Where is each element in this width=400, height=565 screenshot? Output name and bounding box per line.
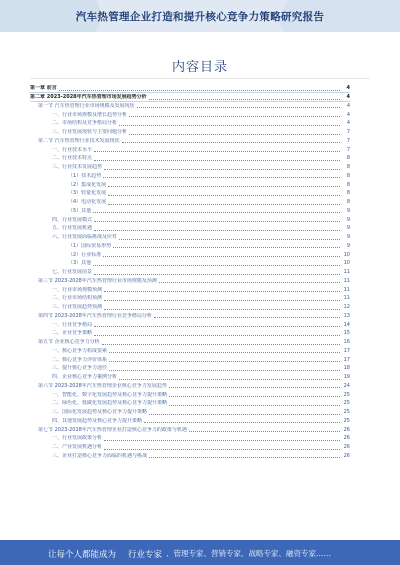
toc-page-number: 26: [343, 444, 350, 451]
toc-leader-dots: [94, 151, 340, 152]
toc-entry[interactable]: [30, 242, 350, 251]
toc-page-number: 9: [346, 234, 350, 241]
toc-page-number: 9: [346, 225, 350, 232]
toc-leader-dots: [149, 457, 340, 458]
toc-entry-text: 三、企业打造核心竞争力面临的机遇与挑战: [52, 452, 148, 459]
toc-entry[interactable]: [30, 84, 350, 93]
toc-page-number: 25: [343, 400, 350, 407]
toc-page-number: 26: [343, 426, 350, 433]
toc-entry-text: （5）其他: [68, 207, 92, 214]
toc-page-number: 4: [346, 85, 350, 92]
toc-entry-text: 第一章 前言: [30, 85, 57, 92]
toc-page-number: 25: [343, 391, 350, 398]
toc-leader-dots: [119, 379, 340, 380]
toc-page-number: 10: [343, 251, 350, 258]
toc-leader-dots: [169, 396, 340, 397]
toc-leader-dots: [129, 134, 340, 135]
toc-page-number: 11: [343, 286, 350, 293]
toc-leader-dots: [104, 440, 340, 441]
toc-leader-dots: [108, 186, 340, 187]
toc-page-number: 9: [346, 207, 350, 214]
toc-leader-dots: [94, 274, 340, 275]
toc-entry-text: 二、绿色化、低碳化发展趋势及核心竞争力提升策略: [52, 400, 168, 407]
toc-entry[interactable]: [30, 390, 350, 399]
toc-page-number: 11: [343, 295, 350, 302]
toc-entry-text: 三、行业技术发展趋势: [52, 164, 103, 171]
footer-slogan-right: 、管理专家、营销专家、战略专家、融资专家……: [166, 549, 331, 558]
toc-entry-text: 二、行业市场结构预测: [52, 295, 103, 302]
toc-page-number: 17: [343, 356, 350, 363]
toc-entry[interactable]: [30, 233, 350, 242]
toc-page-number: 4: [346, 94, 350, 101]
toc-page-number: 11: [343, 277, 350, 284]
toc-leader-dots: [104, 300, 340, 301]
toc-entry[interactable]: [30, 102, 350, 111]
toc-entry[interactable]: [30, 137, 350, 146]
toc-leader-dots: [119, 239, 340, 240]
toc-entry-text: 二、产业发展机遇分析: [52, 444, 103, 451]
toc-leader-dots: [108, 195, 340, 196]
toc-page-number: 9: [346, 242, 350, 249]
toc-leader-dots: [104, 291, 340, 292]
toc-leader-dots: [122, 142, 340, 143]
toc-entry[interactable]: [30, 364, 350, 373]
page-header: [0, 0, 400, 32]
toc-entry[interactable]: [30, 434, 350, 443]
toc-entry-text: 第一节 汽车热管理行业市场规模及发展现状: [38, 102, 135, 109]
toc-entry-text: 七、行业发展前景: [52, 269, 93, 276]
toc-leader-dots: [94, 326, 340, 327]
toc-page-number: 9: [346, 216, 350, 223]
toc-leader-dots: [189, 431, 340, 432]
toc-entry-text: 二、行业技术特点: [52, 155, 93, 162]
toc-entry[interactable]: [30, 207, 350, 216]
toc-leader-dots: [104, 169, 340, 170]
toc-page-number: 13: [343, 312, 350, 319]
toc-page-number: 4: [346, 111, 350, 118]
page-footer: [0, 540, 400, 565]
toc-leader-dots: [104, 449, 340, 450]
toc-page-number: 15: [343, 330, 350, 337]
toc-entry[interactable]: [30, 180, 350, 189]
toc-entry[interactable]: [30, 119, 350, 128]
toc-leader-dots: [154, 317, 340, 318]
toc-page-number: 17: [343, 347, 350, 354]
toc-entry[interactable]: [30, 268, 350, 277]
toc-page-number: 8: [346, 172, 350, 179]
toc-entry[interactable]: [30, 285, 350, 294]
table-of-contents: [30, 84, 350, 460]
toc-heading: 内容目录: [171, 60, 228, 75]
toc-entry-text: （2）集成化发展: [68, 181, 107, 188]
toc-page-number: 11: [343, 269, 350, 276]
toc-entry[interactable]: [30, 163, 350, 172]
toc-entry-text: 二、核心竞争力评价体系: [52, 356, 108, 363]
toc-leader-dots: [159, 282, 340, 283]
toc-page-number: 26: [343, 452, 350, 459]
toc-page-number: 14: [343, 321, 350, 328]
toc-entry[interactable]: [30, 128, 350, 137]
toc-leader-dots: [103, 256, 340, 257]
toc-page-number: 24: [343, 382, 350, 389]
footer-slogan-highlight: 行业专家: [128, 550, 163, 560]
toc-page-number: 12: [343, 304, 350, 311]
toc-entry-text: 三、提升核心竞争力途径: [52, 365, 108, 372]
toc-leader-dots: [149, 414, 340, 415]
toc-page-number: 8: [346, 164, 350, 171]
toc-entry-text: （1）国际贸易形势: [68, 242, 112, 249]
toc-entry-text: 三、国际化发展趋势及核心竞争力提升策略: [52, 409, 148, 416]
toc-entry-text: 四、行业发展模式: [52, 216, 93, 223]
toc-leader-dots: [103, 177, 340, 178]
toc-page-number: 7: [346, 146, 350, 153]
toc-leader-dots: [119, 125, 340, 126]
toc-entry-text: 第五节 企业核心竞争力分析: [38, 339, 100, 346]
toc-leader-dots: [59, 90, 340, 91]
toc-entry-text: 二、市场结构及竞争格局分析: [52, 120, 118, 127]
toc-entry-text: 第二节 汽车热管理行业技术发展现状: [38, 137, 120, 144]
report-title: 汽车热管理企业打造和提升核心竞争力策略研究报告: [75, 11, 325, 23]
toc-entry[interactable]: [30, 294, 350, 303]
toc-entry-text: 第三节 2023-2028年汽车热管理行业市场规模及预测: [38, 277, 157, 284]
toc-page-number: 7: [346, 137, 350, 144]
toc-leader-dots: [113, 247, 340, 248]
toc-entry[interactable]: [30, 320, 350, 329]
toc-entry[interactable]: [30, 382, 350, 391]
toc-entry-text: （1）技术趋势: [68, 172, 102, 179]
toc-entry-text: （3）轻量化发展: [68, 190, 107, 197]
toc-leader-dots: [93, 212, 340, 213]
toc-entry-text: 五、行业发展机遇: [52, 225, 93, 232]
toc-entry[interactable]: [30, 417, 350, 426]
toc-leader-dots: [93, 265, 340, 266]
toc-page-number: 4: [346, 120, 350, 127]
toc-entry[interactable]: [30, 312, 350, 321]
toc-entry[interactable]: [30, 399, 350, 408]
toc-entry[interactable]: [30, 329, 350, 338]
toc-entry-text: 三、行业发展趋势预测: [52, 304, 103, 311]
toc-entry[interactable]: [30, 250, 350, 259]
footer-slogan-left: 让每个人都能成为: [48, 550, 117, 560]
toc-page-number: 10: [343, 260, 350, 267]
toc-entry-text: 一、行业技术水平: [52, 146, 93, 153]
toc-entry[interactable]: [30, 110, 350, 119]
toc-entry[interactable]: [30, 259, 350, 268]
toc-entry-text: 第六节 2023-2028年汽车热管理企业核心竞争力发展趋势: [38, 382, 167, 389]
toc-page-number: 19: [343, 374, 350, 381]
toc-entry-text: 一、智能化、数字化发展趋势及核心竞争力提升策略: [52, 391, 168, 398]
toc-page-number: 18: [343, 365, 350, 372]
toc-page-number: 25: [343, 417, 350, 424]
toc-entry[interactable]: [30, 303, 350, 312]
toc-entry[interactable]: [30, 338, 350, 347]
toc-entry[interactable]: [30, 93, 350, 102]
toc-leader-dots: [104, 309, 340, 310]
toc-leader-dots: [129, 116, 340, 117]
toc-entry[interactable]: [30, 145, 350, 154]
toc-entry[interactable]: [30, 452, 350, 461]
toc-entry[interactable]: [30, 425, 350, 434]
toc-page-number: 16: [343, 339, 350, 346]
toc-page-number: 8: [346, 155, 350, 162]
toc-entry[interactable]: [30, 355, 350, 364]
toc-entry[interactable]: [30, 408, 350, 417]
toc-entry[interactable]: [30, 277, 350, 286]
toc-entry[interactable]: [30, 224, 350, 233]
toc-entry-text: 一、行业竞争格局: [52, 321, 93, 328]
toc-entry-text: 四、其他发展趋势及核心竞争力提升策略: [52, 417, 143, 424]
toc-page-number: 25: [343, 409, 350, 416]
toc-leader-dots: [94, 160, 340, 161]
toc-entry[interactable]: [30, 172, 350, 181]
toc-page-number: 8: [346, 190, 350, 197]
toc-entry-text: （4）电动化发展: [68, 199, 107, 206]
toc-entry-text: （3）其他: [68, 260, 92, 267]
toc-entry-text: 一、核心竞争力构成要素: [52, 347, 108, 354]
toc-entry-text: 一、行业市场规模及增长趋势分析: [52, 111, 128, 118]
toc-leader-dots: [144, 422, 340, 423]
toc-page-number: 8: [346, 181, 350, 188]
toc-leader-dots: [169, 405, 340, 406]
toc-page-number: 8: [346, 199, 350, 206]
toc-entry[interactable]: [30, 215, 350, 224]
toc-divider: [30, 78, 370, 79]
toc-leader-dots: [109, 370, 340, 371]
toc-entry[interactable]: [30, 198, 350, 207]
toc-entry-text: 四、企业核心竞争力案例分析: [52, 374, 118, 381]
toc-entry-text: 三、行业发展现状与主要问题分析: [52, 129, 128, 136]
toc-entry[interactable]: [30, 443, 350, 452]
toc-entry-text: （2）行业标准: [68, 251, 102, 258]
toc-page-number: 26: [343, 435, 350, 442]
toc-entry-text: 六、行业发展面临挑战及应对: [52, 234, 118, 241]
toc-leader-dots: [109, 352, 340, 353]
toc-leader-dots: [137, 107, 340, 108]
toc-entry[interactable]: [30, 347, 350, 356]
toc-page-number: 7: [346, 129, 350, 136]
toc-leader-dots: [108, 204, 340, 205]
toc-entry[interactable]: [30, 154, 350, 163]
toc-leader-dots: [109, 361, 340, 362]
toc-leader-dots: [94, 335, 340, 336]
toc-entry-text: 第二章 2023-2028年汽车热管理市场发展趋势分析: [30, 94, 147, 101]
toc-entry-text: 二、企业竞争策略: [52, 330, 93, 337]
toc-entry-text: 第七节 2023-2028年汽车热管理企业打造核心竞争力的政策与机遇: [38, 426, 187, 433]
toc-leader-dots: [169, 387, 340, 388]
toc-page-number: 4: [346, 102, 350, 109]
toc-leader-dots: [149, 99, 340, 100]
toc-leader-dots: [94, 230, 340, 231]
toc-entry[interactable]: [30, 189, 350, 198]
toc-entry-text: 一、行业发展政策分析: [52, 435, 103, 442]
toc-leader-dots: [94, 221, 340, 222]
toc-leader-dots: [102, 344, 340, 345]
toc-entry[interactable]: [30, 373, 350, 382]
toc-entry-text: 一、行业市场规模预测: [52, 286, 103, 293]
toc-entry-text: 第四节 2023-2028年汽车热管理行业竞争格局分析: [38, 312, 152, 319]
